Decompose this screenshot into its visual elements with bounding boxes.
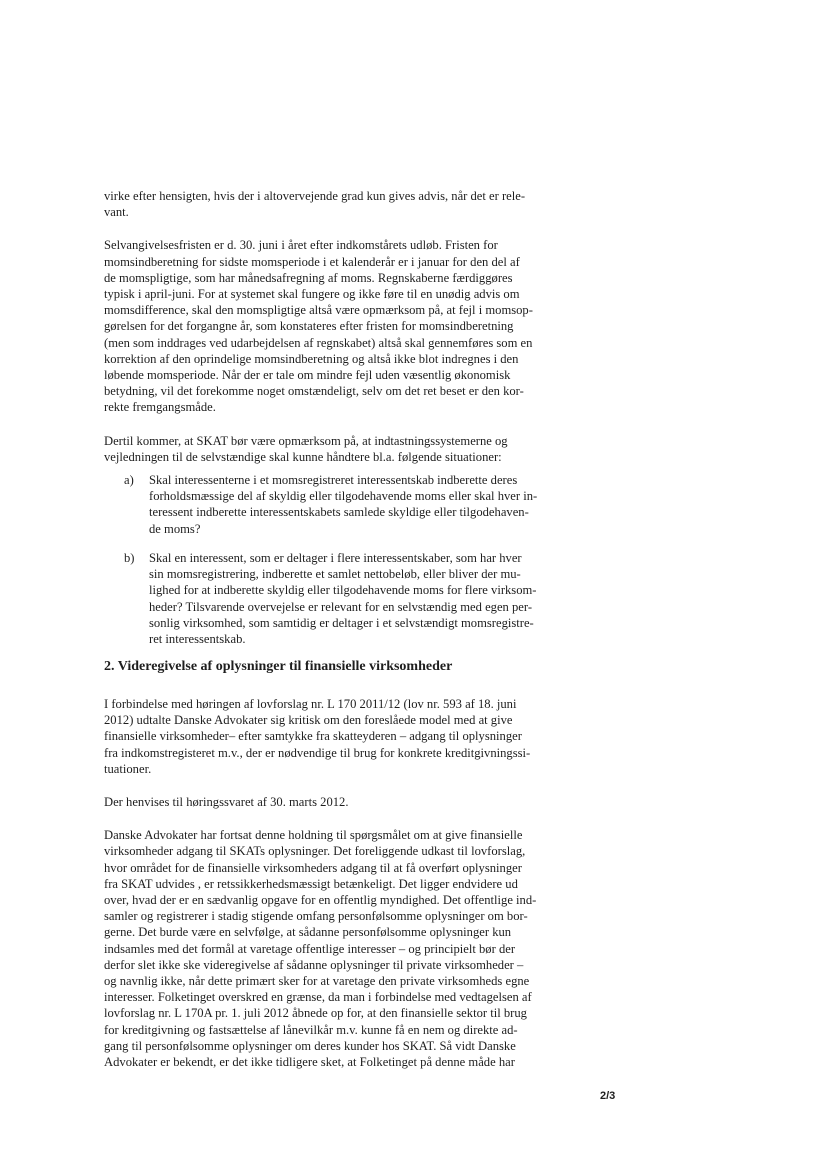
intro-paragraph: virke efter hensigten, hvis der i altovervejende grad kun gives advis, når det er rele- vant. — [104, 189, 526, 220]
list-item-text: Skal en interessent, som er deltager i flere interessentskaber, som har hver sin momsregistrering, indberette et samlet nettobeløb, eller bliver der mu- lighed for at indberette skyldig eller tilgodehavende moms for flere virksom- heder? Tilsvarende overvejelse er relevant for en selvstændig med egen per- sonlig virksomhed, som samtidig er deltager i et selvstændigt momsregistre- ret interessentskab. — [149, 551, 537, 647]
section-heading: 2. Videregivelse af oplysninger til finansielle virksomheder — [104, 659, 453, 674]
deadline-paragraph: Selvangivelsesfristen er d. 30. juni i året efter indkomstårets udløb. Fristen for momsindberetning for sidste momsperiode i et kalenderår er i januar for den del af de momspligtige, som har månedsafregning af moms. Regnskaberne færdiggøres typisk i april-juni. For at systemet skal fungere og ikke føre til en unødig advis om momsdifference, skal den momspligtige altså være opmærksom på, at fejl i momsop- gørelsen for det forgangne år, som konstateres efter fristen for momsindberetning (men som inddrages ved udarbejdelsen af regnskabet) altså skal gennemføres som en korrektion af den oprindelige momsindberetning og altså ikke blot indregnes i den løbende momsperiode. Når der er tale om mindre fejl uden væsentlig økonomisk betydning, vil det forekomme noget omstændeligt, selv om det ret beset er den kor- rekte fremgangsmåde. — [104, 238, 533, 415]
list-marker: a) — [124, 473, 134, 487]
page-number: 2/3 — [600, 1090, 616, 1102]
list-item-b — [124, 550, 594, 647]
text-block-bottom — [104, 696, 590, 1087]
reference-paragraph: Der henvises til høringssvaret af 30. marts 2012. — [104, 795, 349, 810]
list-marker: b) — [124, 551, 135, 565]
list-item-a — [124, 472, 594, 537]
hearing-paragraph: I forbindelse med høringen af lovforslag nr. L 170 2011/12 (lov nr. 593 af 18. juni 2012) udtalte Danske Advokater sig kritisk om den foreslåede model med at give finansielle virksomheder– efter samtykke fra skatteyderen – adgang til oplysninger fra indkomstregisteret m.v., der er nødvendige til brug for konkrete kreditgivningssi- tuationer. — [104, 697, 531, 776]
list-item-text: Skal interessenterne i et momsregistreret interessentskab indberette deres forholdsmæssige del af skyldig eller tilgodehavende moms eller skal hver in- teressent indberette interessentskabets samlede skyldige eller tilgodehaven- de moms? — [149, 473, 538, 536]
skat-paragraph: Dertil kommer, at SKAT bør være opmærksom på, at indtastningssystemerne og vejledningen til de selvstændige skal kunne håndtere bl.a. følgende situationer: — [104, 433, 508, 464]
position-paragraph: Danske Advokater har fortsat denne holdning til spørgsmålet om at give finansielle virksomheder adgang til SKATs oplysninger. Det foreliggende udkast til lovforslag, hvor området for de finansielle virksomheders adgang til at få overført oplysninger fra SKAT udvides , er retssikkerhedsmæssigt betænkeligt. Det ligger endvidere ud over, hvad der er en sædvanlig opgave for en offentlig myndighed. Det offentlige ind- samler og registrerer i stadig stigende omfang personfølsomme oplysninger om bor- gerne. Det burde være en selvfølge, at sådanne personfølsomme oplysninger kun indsamles med det formål at varetage offentlige interesser – og principielt bør der derfor slet ikke ske videregivelse af sådanne oplysninger til private virksomheder – og navnlig ikke, når dette primært sker for at varetage den private virksomheds egne interesser. Folketinget overskred en grænse, da man i forbindelse med vedtagelsen af lovforslag nr. L 170A pr. 1. juli 2012 åbnede op for, at den finansielle sektor til brug for kreditgivning og fastsættelse af lånevilkår m.v. kunne få en nem og direkte ad- gang til personfølsomme oplysninger om deres kunder hos SKAT. Så vidt Danske Advokater er bekendt, er det ikke tidligere sket, at Folketinget på denne måde har — [104, 828, 537, 1070]
text-block-top — [104, 188, 590, 482]
